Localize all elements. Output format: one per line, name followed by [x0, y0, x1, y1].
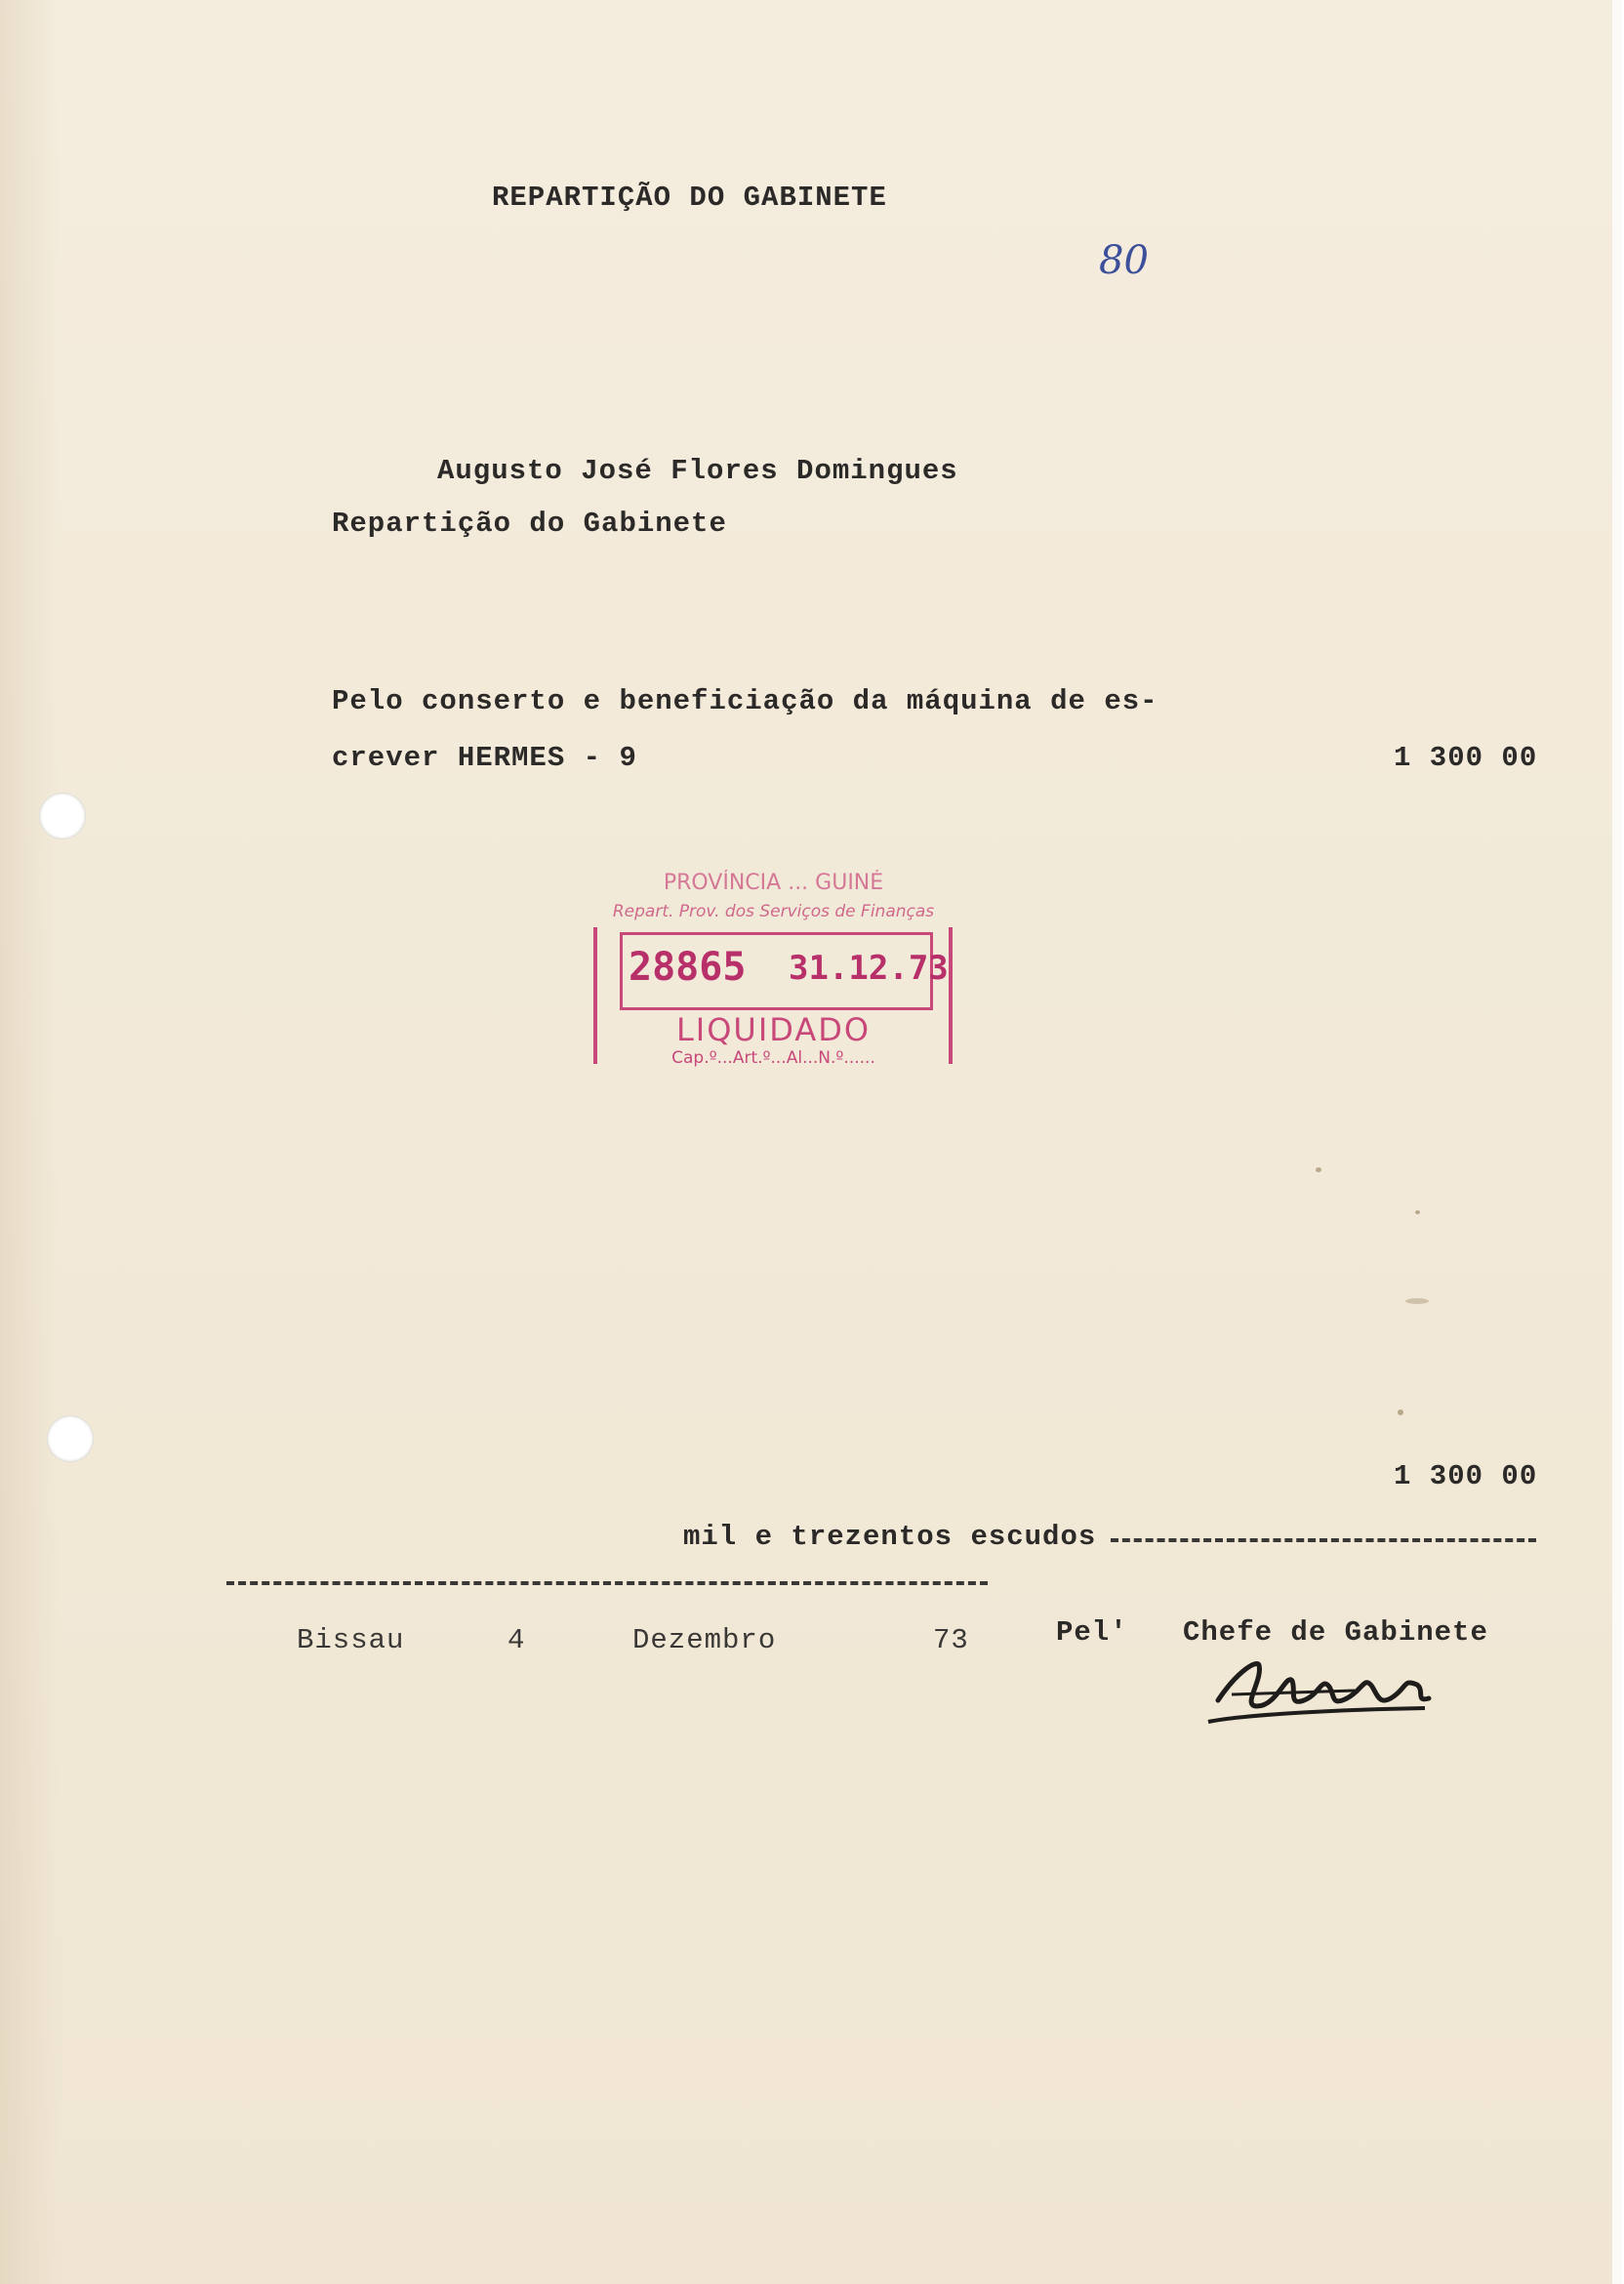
- fill-line: [1111, 1538, 1536, 1542]
- place: Bissau: [297, 1624, 405, 1656]
- stamp-status: LIQUIDADO: [675, 1011, 872, 1048]
- stamp-number-box: [620, 932, 949, 1010]
- paper-edge-shade: [0, 0, 59, 2284]
- day: 4: [508, 1624, 526, 1656]
- month: Dezembro: [632, 1624, 777, 1656]
- page-title: REPARTIÇÃO DO GABINETE: [492, 182, 887, 214]
- pel-abbrev: Pel': [1056, 1616, 1128, 1649]
- punch-hole: [47, 1415, 94, 1462]
- item-description-line2: crever HERMES - 9: [332, 742, 637, 774]
- item-amount: 1 300 00: [1394, 742, 1538, 774]
- signatory-title: Chefe de Gabinete: [1183, 1616, 1488, 1649]
- year: 73: [933, 1624, 969, 1656]
- fill-line: [226, 1581, 988, 1585]
- total-in-words: mil e trezentos escudos: [683, 1521, 1097, 1553]
- stamp-date: 31.12.73: [789, 949, 949, 988]
- stamp-province: PROVÍNCIA ... GUINÉ: [663, 871, 884, 895]
- stamp-footer: Cap.º...Art.º...Al...N.º......: [671, 1048, 875, 1068]
- paper-speck: [1398, 1409, 1403, 1415]
- item-description-line1: Pelo conserto e beneficiação da máquina de es-: [332, 685, 1158, 717]
- liquidado-stamp: [586, 869, 961, 1074]
- paper-speck: [1415, 1210, 1420, 1214]
- handwritten-signature: [1198, 1652, 1442, 1739]
- stamp-number: 28865: [629, 945, 747, 990]
- stamp-department: Repart. Prov. dos Serviços de Finanças: [612, 902, 935, 921]
- paper-speck: [1316, 1167, 1321, 1172]
- total-amount: 1 300 00: [1394, 1460, 1538, 1492]
- paper-speck: [1405, 1298, 1429, 1304]
- punch-hole: [39, 793, 86, 839]
- recipient-department: Repartição do Gabinete: [332, 508, 727, 540]
- handwritten-page-number: 80: [1099, 238, 1149, 283]
- recipient-name: Augusto José Flores Domingues: [437, 455, 958, 487]
